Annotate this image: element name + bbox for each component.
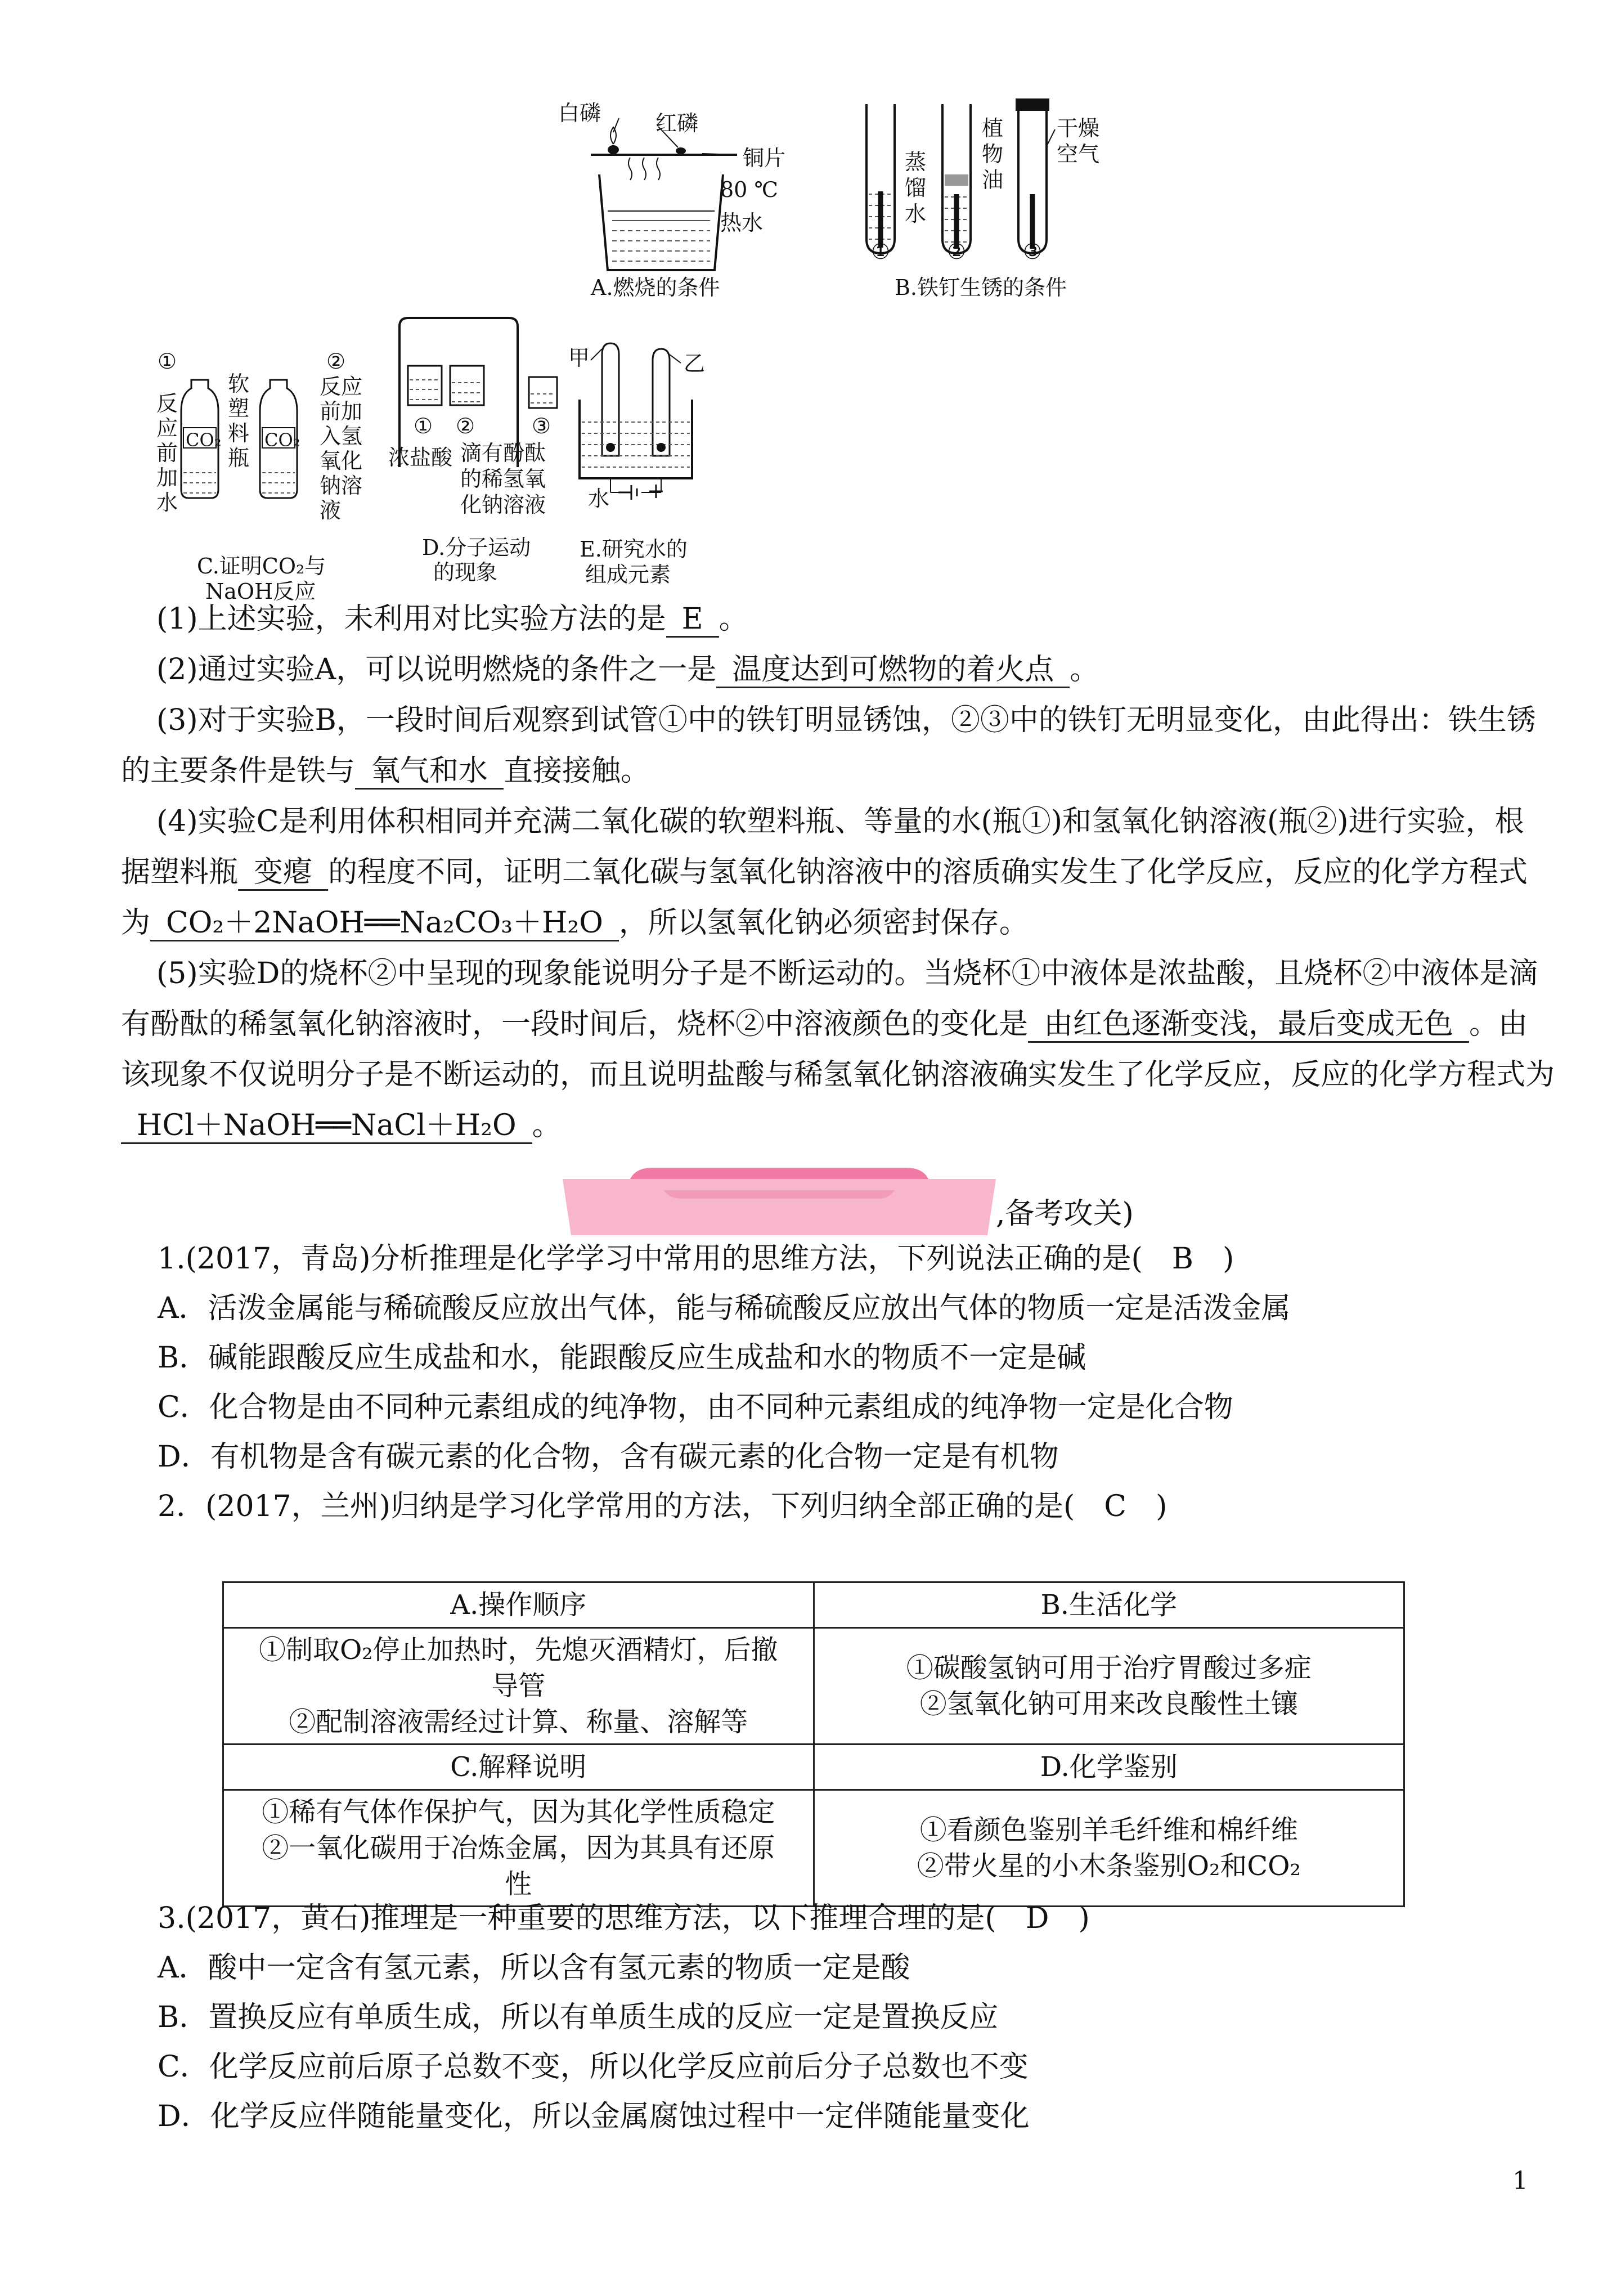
left-1: 反 [156,391,178,416]
q1-l5b-text: 有酚酞的稀氢氧化钠溶液时，一段时间后，烧杯②中溶液颜色的变化是 [121,1007,1029,1041]
q1-l4b-answer: 变瘪 [238,855,328,891]
bottle-number-1: ① [158,349,177,374]
q1-line-5d [121,1100,1511,1151]
left-4: 加 [156,465,178,490]
table-header-b: B.生活化学 [814,1582,1404,1628]
q1-line-4b [121,847,1528,898]
label-copper-sheet: 铜片 [743,146,786,171]
q1-l5d-post: 。 [532,1109,562,1142]
mc1-option-b: B．碱能跟酸反应生成盐和水，能跟酸反应生成盐和水的物质不一定是碱 [158,1341,1086,1375]
label-red-phosphorus: 红磷 [655,111,699,136]
table-cell-b [814,1628,1404,1745]
bottle-2-co2: CO₂ [264,429,300,451]
q1-line-5c: 该现象不仅说明分子是不断运动的，而且说明盐酸与稀氢氧化钠溶液确实发生了化学反应，反应的化学方程式为 [121,1058,1555,1092]
q1-l1-answer: E [666,602,719,638]
q1-line-3b [121,746,1511,796]
mc1-stem: 1.(2017，青岛)分析推理是化学学习中常用的思维方法，下列说法正确的是( B ) [158,1242,1234,1276]
label-dry-2: 空气 [1057,142,1100,167]
cell-a-3: ②配制溶液需经过计算、称量、溶解等 [289,1706,748,1738]
q1-l4b-text: 据塑料瓶 [121,855,239,889]
q1-line-2 [156,644,1546,695]
figure-c-co2-naoh [152,338,366,602]
figure-b-caption: B.铁钉生锈的条件 [895,275,1067,300]
q1-l2-answer: 温度达到可燃物的着火点 [716,653,1070,688]
label-hot-water: 热水 [720,210,764,235]
label-distilled-2: 馏 [905,176,927,200]
figure-e-electrolysis [568,338,715,602]
cell-c-1: ①稀有气体作保护气，因为其化学性质稳定 [262,1796,775,1828]
q1-l5b-post: 。由 [1469,1007,1528,1041]
mc3-option-c: C．化学反应前后原子总数不变，所以化学反应前后分子总数也不变 [158,2050,1029,2084]
mid-1: 软 [228,371,250,396]
section-banner [563,1168,996,1235]
mc1-option-d: D．有机物是含有碳元素的化合物，含有碳元素的化合物一定是有机物 [158,1440,1059,1474]
q1-l2-text: (2)通过实验A，可以说明燃烧的条件之一是 [156,653,717,687]
left-2: 应 [156,416,178,441]
label-tube-jia: 甲 [568,346,590,370]
q1-line-4a: (4)实验C是利用体积相同并充满二氧化碳的软塑料瓶、等量的水(瓶①)和氢氧化钠溶液(瓶②)进行实验，根 [156,805,1524,838]
bottle-1-co2: CO₂ [186,429,222,451]
mc3-stem: 3.(2017，黄石)推理是一种重要的思维方法，以下推理合理的是( D ) [158,1902,1090,1935]
table-cell-a [223,1628,814,1745]
table-header-a: A.操作顺序 [223,1582,814,1628]
left-5: 水 [156,490,178,515]
mc1-option-a: A．活泼金属能与稀硫酸反应放出气体，能与稀硫酸反应放出气体的物质一定是活泼金属 [158,1292,1291,1325]
beaker-number-2: ② [456,414,475,438]
label-add-water [156,391,178,515]
q1-l3b-answer: 氧气和水 [355,754,504,790]
bottle-number-2: ② [326,349,346,374]
label-dry-air [1057,115,1099,167]
beaker-number-3: ③ [532,414,551,438]
cell-a-2: 导管 [491,1670,546,1702]
tube-number-2: ② [947,239,967,264]
figure-c-caption-1: C.证明CO₂与 [197,554,326,579]
q1-line-3a: (3)对于实验B，一段时间后观察到试管①中的铁钉明显锈蚀，②③中的铁钉无明显变化，由此得出：铁生锈 [156,703,1536,737]
table-header-c: C.解释说明 [223,1745,814,1790]
label-oil-3: 油 [982,168,1004,192]
q1-l3b-text: 的主要条件是铁与 [121,754,356,788]
cell-a-1: ①制取O₂停止加热时，先熄灭酒精灯，后撤 [258,1634,778,1666]
q1-line-4c [121,898,1511,948]
label-soft-plastic-bottle [228,371,249,470]
tube-number-1: ① [871,239,891,264]
label-distilled-1: 蒸 [905,150,927,174]
cell-c-3: 性 [505,1868,532,1900]
mc2-stem: 2．(2017，兰州)归纳是学习化学常用的方法，下列归纳全部正确的是( C ) [158,1490,1168,1523]
q1-line-5b [121,999,1528,1050]
naoh-2: 的稀氢氧 [460,467,546,491]
q1-l5d-answer: HCl＋NaOH══NaCl＋H₂O [121,1109,532,1144]
label-distilled-water [905,149,926,227]
figure-a-caption: A.燃烧的条件 [591,275,720,300]
q1-line-1 [156,594,1546,644]
mc2-table [222,1581,1405,1907]
label-temperature: 80 ℃ [720,177,778,202]
mc1-option-c: C．化合物是由不同种元素组成的纯净物，由不同种元素组成的纯净物一定是化合物 [158,1391,1233,1424]
label-positive: + [647,478,665,503]
cell-c-2: ②一氧化碳用于冶炼金属，因为其具有还原 [262,1832,775,1864]
q1-l4c-text: 为 [121,906,151,940]
q1-l4b-post: 的程度不同，证明二氧化碳与氢氧化钠溶液中的溶质确实发生了化学反应，反应的化学方程式 [328,855,1528,889]
beaker-number-1: ① [414,414,433,438]
mc3-option-a: A．酸中一定含有氢元素，所以含有氢元素的物质一定是酸 [158,1951,910,1985]
mid-4: 瓶 [228,446,250,470]
banner-shape [563,1168,996,1235]
label-water: 水 [588,486,610,511]
cell-d-1: ①看颜色鉴别羊毛纤维和棉纤维 [919,1814,1298,1846]
right-1: 反应 [320,374,363,399]
right-2: 前加 [320,399,363,424]
label-oil-1: 植 [982,116,1004,141]
label-white-phosphorus: 白磷 [558,101,601,125]
figure-d-caption-2: 的现象 [433,560,498,585]
label-tube-yi: 乙 [684,351,706,376]
mc3-option-d: D．化学反应伴随能量变化，所以金属腐蚀过程中一定伴随能量变化 [158,2100,1030,2133]
q1-line-5a: (5)实验D的烧杯②中呈现的现象能说明分子是不断运动的。当烧杯①中液体是浓盐酸，且烧杯②中液体是滴 [156,957,1538,990]
cell-b-1: ①碳酸氢钠可用于治疗胃酸过多症 [906,1652,1312,1684]
figure-a-combustion [551,96,788,304]
q1-l4c-post: ，所以氢氧化钠必须密封保存。 [618,906,1029,940]
label-distilled-3: 水 [905,201,927,226]
figure-e-caption-1: E.研究水的 [580,537,688,562]
tube-number-3: ③ [1023,239,1043,264]
right-6: 液 [320,498,342,523]
left-3: 前 [156,441,178,465]
q1-l1-text: (1)上述实验，未利用对比实验方法的是 [156,602,666,636]
label-naoh-phenolphthalein [460,440,546,518]
label-negative: − [616,479,634,504]
q1-l3b-post: 直接接触。 [504,754,650,788]
table-header-d: D.化学鉴别 [814,1745,1404,1790]
naoh-1: 滴有酚酞 [460,441,546,465]
q1-l4c-answer: CO₂＋2NaOH══Na₂CO₃＋H₂O [150,906,619,941]
label-conc-hcl: 浓盐酸 [388,445,453,470]
naoh-3: 化钠溶液 [460,492,546,517]
label-vegetable-oil [982,115,1003,193]
label-dry-1: 干燥 [1057,116,1100,141]
figure-b-rusting [855,96,1137,304]
figure-d-caption-1: D.分子运动 [422,535,531,560]
page-number: 1 [1512,2167,1528,2195]
label-add-naoh [320,374,362,523]
q1-l2-post: 。 [1070,653,1099,687]
cell-d-2: ②带火星的小木条鉴别O₂和CO₂ [917,1850,1301,1882]
banner-text: ,备考攻关) [996,1197,1134,1231]
q1-l5b-answer: 由红色逐渐变浅，最后变成无色 [1028,1007,1469,1043]
right-4: 氧化 [320,449,363,473]
figure-d-molecular-motion [388,310,568,602]
mid-2: 塑 [228,396,250,421]
mid-3: 料 [228,421,250,446]
table-cell-c [223,1790,814,1907]
figure-c-caption-2: NaOH反应 [205,579,316,604]
table-cell-d [814,1790,1404,1907]
right-3: 入氢 [320,424,363,449]
label-oil-2: 物 [982,142,1004,167]
mc3-option-b: B．置换反应有单质生成，所以有单质生成的反应一定是置换反应 [158,2001,999,2034]
right-5: 钠溶 [320,473,363,498]
cell-b-2: ②氢氧化钠可用来改良酸性土镶 [919,1688,1298,1720]
q1-l1-post: 。 [719,602,748,636]
figure-e-caption-2: 组成元素 [585,562,671,587]
